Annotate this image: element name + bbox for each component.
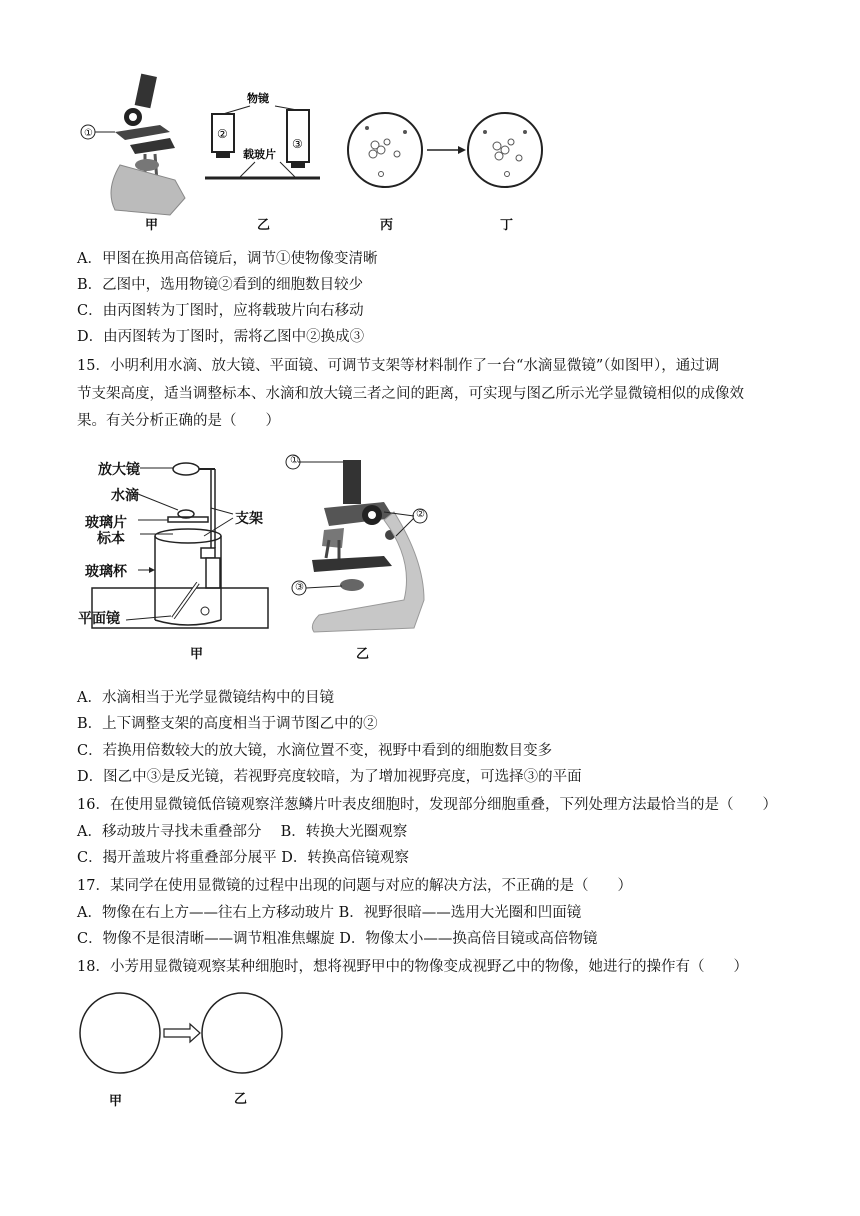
label-objective: 物镜 [247, 92, 269, 105]
caption-yi-14: 乙 [257, 218, 271, 233]
q15-option-c: C．若换用倍数较大的放大镜，水滴位置不变，视野中看到的细胞数目变多 [77, 743, 553, 759]
label-magnifier: 放大镜 [98, 462, 140, 478]
label-glass-cup: 玻璃杯 [85, 564, 127, 580]
label-mark-3: ③ [295, 582, 304, 593]
caption-yi-15: 乙 [356, 647, 370, 662]
q15-stem-line-1: 15．小明利用水滴、放大镜、平面镜、可调节支架等材料制作了一台“水滴显微镜”（如图甲），通过调 [77, 358, 720, 374]
field-ding-drawing [468, 113, 542, 187]
q17-options-line-1: A．物像在右上方——往右上方移动玻片 B．视野很暗——选用大光圈和凹面镜 [77, 905, 582, 921]
q15-stem-line-2: 节支架高度，适当调整标本、水滴和放大镜三者之间的距离，可实现与图乙所示光学显微镜相似的成像效 [77, 386, 744, 402]
q14-option-c: C．由丙图转为丁图时，应将载玻片向右移动 [77, 303, 364, 319]
figure-q18 [78, 990, 288, 1080]
caption-jia-18: 甲 [109, 1094, 123, 1109]
label-stand: 支架 [235, 511, 263, 527]
q16-stem: 16．在使用显微镜低倍镜观察洋葱鳞片叶表皮细胞时，发现部分细胞重叠，下列处理方法最恰当的是（ ） [77, 797, 777, 813]
figure-q14 [75, 70, 545, 235]
label-glass-slide: 玻璃片 [85, 515, 127, 531]
caption-yi-18: 乙 [234, 1092, 248, 1107]
q17-options-line-2: C．物像不是很清晰——调节粗准焦螺旋 D．物像太小——换高倍目镜或高倍物镜 [77, 931, 598, 947]
label-mark-2: ② [416, 509, 425, 520]
q15-option-a: A．水滴相当于光学显微镜结构中的目镜 [77, 690, 334, 706]
caption-jia-14: 甲 [145, 218, 159, 233]
label-water-drop: 水滴 [111, 488, 139, 504]
q16-options-line-2: C．揭开盖玻片将重叠部分展平 D．转换高倍镜观察 [77, 850, 409, 866]
caption-ding-14: 丁 [500, 218, 514, 233]
hollow-arrow-icon [164, 1024, 200, 1042]
q16-options-line-1: A．移动玻片寻找未重叠部分 B．转换大光圈观察 [77, 824, 408, 840]
caption-bing-14: 丙 [380, 218, 394, 233]
label-mark-1: ① [290, 455, 299, 466]
q14-option-a: A．甲图在换用高倍镜后，调节①使物像变清晰 [77, 251, 378, 267]
label-lens-3: ③ [292, 137, 303, 151]
label-slide: 载玻片 [243, 148, 276, 161]
q14-option-b: B．乙图中，选用物镜②看到的细胞数目较少 [77, 277, 364, 293]
field-bing-drawing [348, 113, 422, 187]
label-specimen: 标本 [97, 531, 125, 547]
figure-q15-yi [284, 450, 434, 640]
q14-option-d: D．由丙图转为丁图时，需将乙图中②换成③ [77, 329, 365, 345]
q18-stem: 18．小芳用显微镜观察某种细胞时，想将视野甲中的物像变成视野乙中的物像，她进行的操作有（ ） [77, 959, 748, 975]
caption-jia-15: 甲 [190, 647, 204, 662]
q15-stem-line-3: 果。有关分析正确的是（ ） [77, 413, 280, 429]
arrow-icon [427, 146, 466, 154]
q15-option-b: B．上下调整支架的高度相当于调节图乙中的② [77, 716, 378, 732]
label-plane-mirror: 平面镜 [78, 611, 120, 627]
q15-option-d: D．图乙中③是反光镜，若视野亮度较暗，为了增加视野亮度，可选择③的平面 [77, 769, 582, 785]
microscope-jia-drawing [81, 74, 185, 215]
label-lens-2: ② [217, 127, 228, 141]
q17-stem: 17．某同学在使用显微镜的过程中出现的问题与对应的解决方法，不正确的是（ ） [77, 878, 632, 894]
label-circle-1: ① [84, 128, 93, 139]
